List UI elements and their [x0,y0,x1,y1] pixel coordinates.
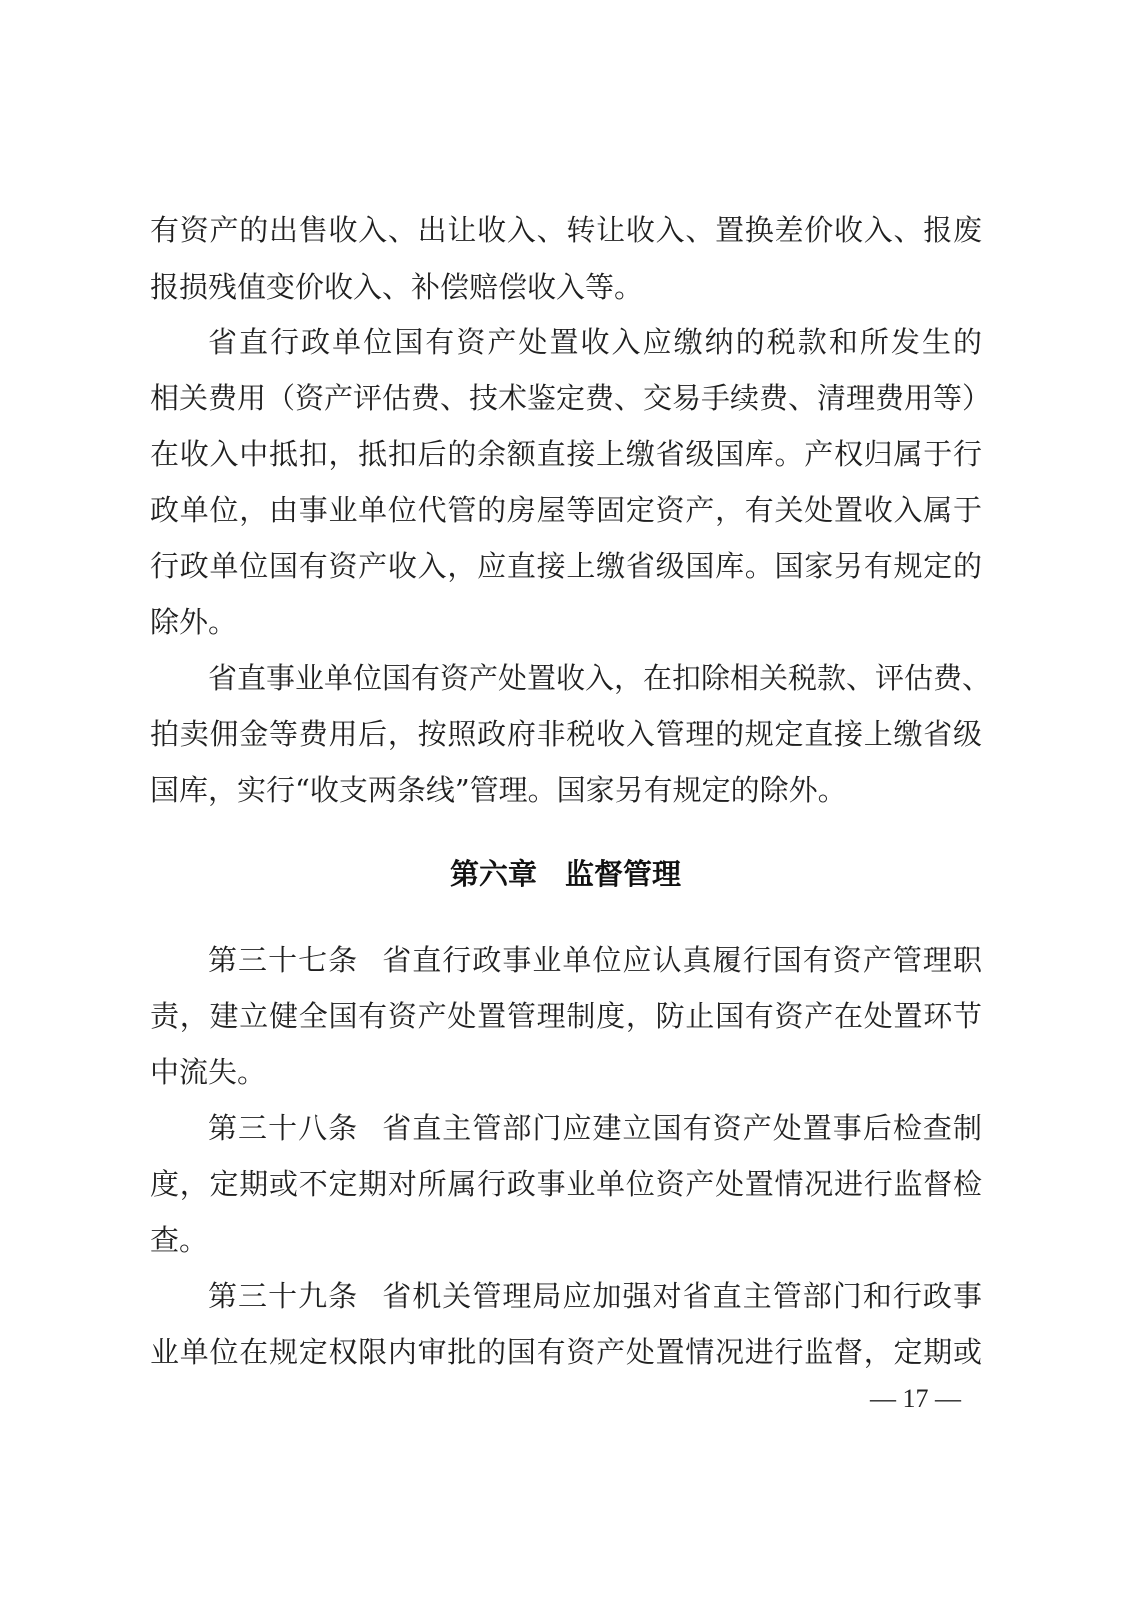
paragraph-line: 相关费用（资产评估费、技术鉴定费、交易手续费、清理费用等） [150,381,992,415]
chapter-title: 监督管理 [565,857,682,891]
paragraph-line: 业单位在规定权限内审批的国有资产处置情况进行监督，定期或 [150,1335,982,1369]
article-first-line [208,1108,982,1148]
paragraph-line: 省直事业单位国有资产处置收入，在扣除相关税款、评估费、 [208,661,992,695]
paragraph-line: 报损残值变价收入、补偿赔偿收入等。 [150,270,644,304]
paragraph-line: 查。 [150,1223,209,1257]
article-first-line [208,940,982,980]
paragraph-line: 责，建立健全国有资产处置管理制度，防止国有资产在处置环节 [150,999,982,1033]
article-text: 省直主管部门应建立国有资产处置事后检查制 [382,1111,982,1145]
paragraph-line: 拍卖佣金等费用后，按照政府非税收入管理的规定直接上缴省级 [150,717,982,751]
paragraph-line: 有资产的出售收入、出让收入、转让收入、置换差价收入、报废 [150,213,982,247]
paragraph-line: 国库，实行“收支两条线”管理。国家另有规定的除外。 [150,773,847,807]
article-number: 第三十七条 [208,943,359,977]
paragraph-line: 度，定期或不定期对所属行政事业单位资产处置情况进行监督检 [150,1167,982,1201]
paragraph-line: 省直行政单位国有资产处置收入应缴纳的税款和所发生的 [208,325,982,359]
paragraph-line: 除外。 [150,605,238,639]
paragraph-line: 中流失。 [150,1055,267,1089]
article-text: 省直行政事业单位应认真履行国有资产管理职 [382,943,982,977]
paragraph-line: 行政单位国有资产收入，应直接上缴省级国库。国家另有规定的 [150,549,982,583]
page-number: — 17 — [870,1384,961,1413]
paragraph-line: 在收入中抵扣，抵扣后的余额直接上缴省级国库。产权归属于行 [150,437,982,471]
paragraph-line: 政单位，由事业单位代管的房屋等固定资产，有关处置收入属于 [150,493,982,527]
article-number: 第三十九条 [208,1279,359,1313]
article-text: 省机关管理局应加强对省直主管部门和行政事 [382,1279,982,1313]
chapter-heading [0,854,1131,894]
chapter-number: 第六章 [449,857,537,891]
article-first-line [208,1276,982,1316]
article-number: 第三十八条 [208,1111,359,1145]
